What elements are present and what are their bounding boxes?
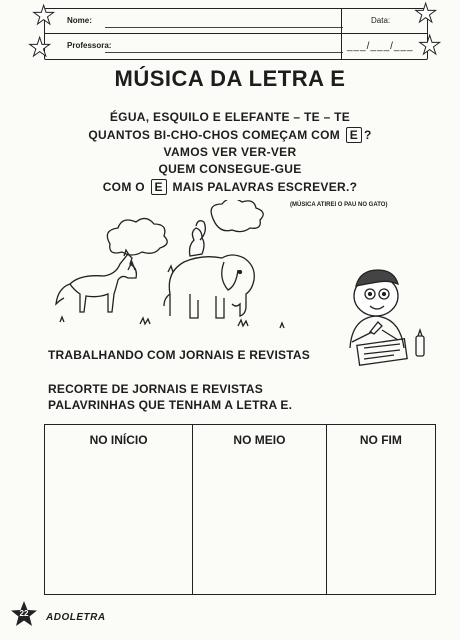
column-end[interactable]: NO FIM [326, 425, 435, 595]
section-title: TRABALHANDO COM JORNAIS E REVISTAS [48, 348, 310, 362]
letter-e-box: E [151, 179, 167, 195]
column-middle[interactable]: NO MEIO [193, 425, 327, 595]
star-icon: ★ [418, 30, 442, 60]
brand-label: ADOLETRA [46, 612, 106, 623]
verse-line-5-text: COM O [102, 180, 145, 194]
teacher-field[interactable] [105, 52, 343, 53]
word-table [44, 424, 436, 595]
song-credit: (MÚSICA ATIREI O PAU NO GATO) [290, 202, 388, 208]
cloud-icon [107, 218, 167, 255]
page-number: 22 [19, 609, 29, 618]
date-label: Data: [371, 16, 391, 25]
glue-icon [416, 336, 424, 356]
letter-e-box: E [346, 127, 362, 143]
elephant-drawing [164, 255, 254, 318]
horse-drawing [56, 250, 136, 312]
date-field[interactable]: ___/___/___ [347, 41, 414, 52]
child-cutting-newspaper-drawing [334, 262, 434, 374]
instruction-line-1: RECORTE DE JORNAIS E REVISTAS [48, 382, 263, 396]
star-icon: ★ [28, 32, 52, 62]
verse-line-3: VAMOS VER VER-VER [163, 145, 297, 159]
cloud-icon [211, 200, 263, 232]
star-icon: ★ [32, 0, 56, 30]
verse-line-2-end: ? [364, 128, 372, 142]
star-icon: ★ [414, 0, 438, 28]
squirrel-drawing [190, 221, 206, 256]
teacher-label: Professora: [67, 41, 112, 50]
verse-line-2-text: QUANTOS BI-CHO-CHOS COMEÇAM COM [88, 128, 341, 142]
name-field[interactable] [105, 27, 343, 28]
column-beginning[interactable]: NO INÍCIO [45, 425, 193, 595]
name-row [45, 9, 427, 34]
verse-line-1: ÉGUA, ESQUILO E ELEFANTE – TE – TE [109, 110, 351, 124]
date-divider [341, 9, 342, 59]
verse-line-4: QUEM CONSEGUE-GUE [158, 162, 302, 176]
verse-line-5 [0, 179, 460, 195]
name-label: Nome: [67, 16, 92, 25]
verse-line-2 [0, 127, 460, 143]
scissors-icon [370, 322, 382, 334]
header-box [44, 8, 428, 60]
page-title: MÚSICA DA LETRA E [114, 66, 346, 91]
verse-line-5-end: MAIS PALAVRAS ESCREVER.? [172, 180, 358, 194]
animals-illustration [40, 200, 300, 340]
instruction-line-2: PALAVRINHAS QUE TENHAM A LETRA E. [48, 398, 293, 412]
